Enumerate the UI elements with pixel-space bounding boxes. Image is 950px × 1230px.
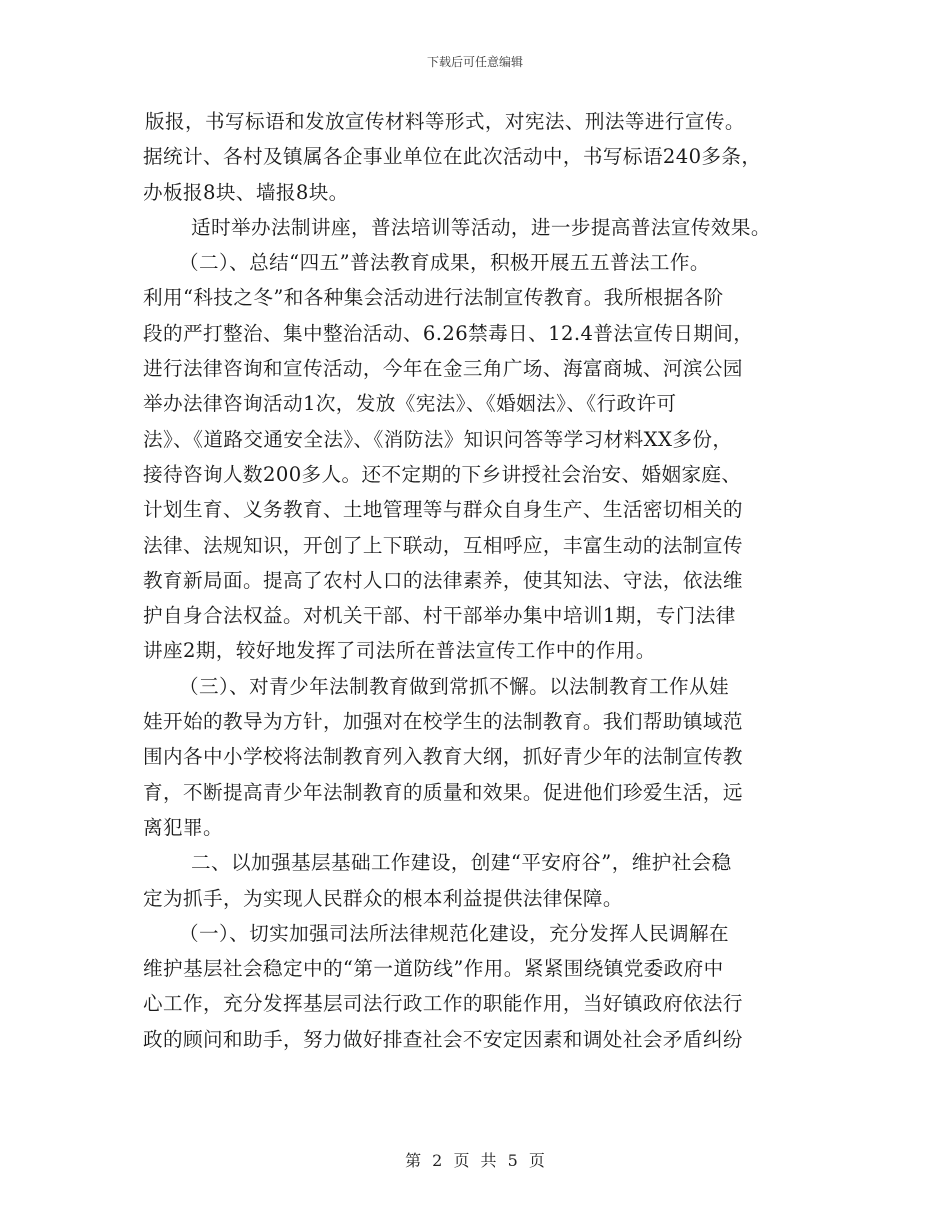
document-body bbox=[143, 104, 813, 1057]
body-line: 定为抓手，为实现人民群众的根本利益提供法律保障。 bbox=[143, 886, 623, 910]
body-line: 适时举办法制讲座，普法培训等活动，进一步提高普法宣传效果。 bbox=[191, 215, 771, 239]
body-line: 段的严打整治、集中整治活动、6.26禁毒日、12.4普法宣传日期间， bbox=[143, 321, 754, 345]
body-line: 心工作，充分发挥基层司法行政工作的职能作用，当好镇政府依法行 bbox=[143, 992, 743, 1016]
body-line: 办板报8块、墙报8块。 bbox=[143, 180, 349, 204]
body-line: 法律、法规知识，开创了上下联动，互相呼应，丰富生动的法制宣传 bbox=[143, 533, 743, 557]
body-line: 讲座2期，较好地发挥了司法所在普法宣传工作中的作用。 bbox=[143, 639, 656, 663]
body-line: 育，不断提高青少年法制教育的质量和效果。促进他们珍爱生活，远 bbox=[143, 780, 743, 804]
body-line: 离犯罪。 bbox=[143, 815, 223, 839]
body-line: 进行法律咨询和宣传活动，今年在金三角广场、海富商城、河滨公园 bbox=[143, 357, 743, 381]
body-line: 政的顾问和助手，努力做好排查社会不安定因素和调处社会矛盾纠纷 bbox=[143, 1027, 743, 1051]
body-line: 娃开始的教导为方针，加强对在校学生的法制教育。我们帮助镇域范 bbox=[143, 710, 743, 734]
body-line: （一）、切实加强司法所法律规范化建设，充分发挥人民调解在 bbox=[179, 921, 730, 945]
body-line: 利用“科技之冬”和各种集会活动进行法制宣传教育。我所根据各阶 bbox=[143, 286, 724, 310]
body-line: 二、以加强基层基础工作建设，创建“平安府谷”，维护社会稳 bbox=[191, 851, 732, 875]
body-line: 据统计、各村及镇属各企事业单位在此次活动中，书写标语240多条， bbox=[143, 145, 762, 169]
body-line: 接待咨询人数200多人。还不定期的下乡讲授社会治安、婚姻家庭、 bbox=[143, 462, 742, 486]
body-line: 教育新局面。提高了农村人口的法律素养，使其知法、守法，依法维 bbox=[143, 568, 743, 592]
body-line: 围内各中小学校将法制教育列入教育大纲，抓好青少年的法制宣传教 bbox=[143, 745, 743, 769]
body-line: 维护基层社会稳定中的“第一道防线”作用。紧紧围绕镇党委政府中 bbox=[143, 957, 724, 981]
body-line: 护自身合法权益。对机关干部、村干部举办集中培训1期，专门法律 bbox=[143, 604, 736, 628]
body-line: 法》、《道路交通安全法》、《消防法》知识问答等学习材料XX多份， bbox=[143, 427, 733, 451]
page-header: 下载后可任意编辑 bbox=[426, 55, 523, 69]
body-line: （三）、对青少年法制教育做到常抓不懈。以法制教育工作从娃 bbox=[179, 674, 730, 698]
page-footer: 第 2 页 共 5 页 bbox=[405, 1151, 545, 1170]
body-line: 版报，书写标语和发放宣传材料等形式，对宪法、刑法等进行宣传。 bbox=[145, 110, 745, 133]
body-line: 计划生育、义务教育、土地管理等与群众自身生产、生活密切相关的 bbox=[143, 498, 743, 522]
body-line: （二）、总结“四五”普法教育成果，积极开展五五普法工作。 bbox=[179, 251, 710, 275]
body-line: 举办法律咨询活动1次，发放《宪法》、《婚姻法》、《行政许可 bbox=[143, 392, 677, 416]
